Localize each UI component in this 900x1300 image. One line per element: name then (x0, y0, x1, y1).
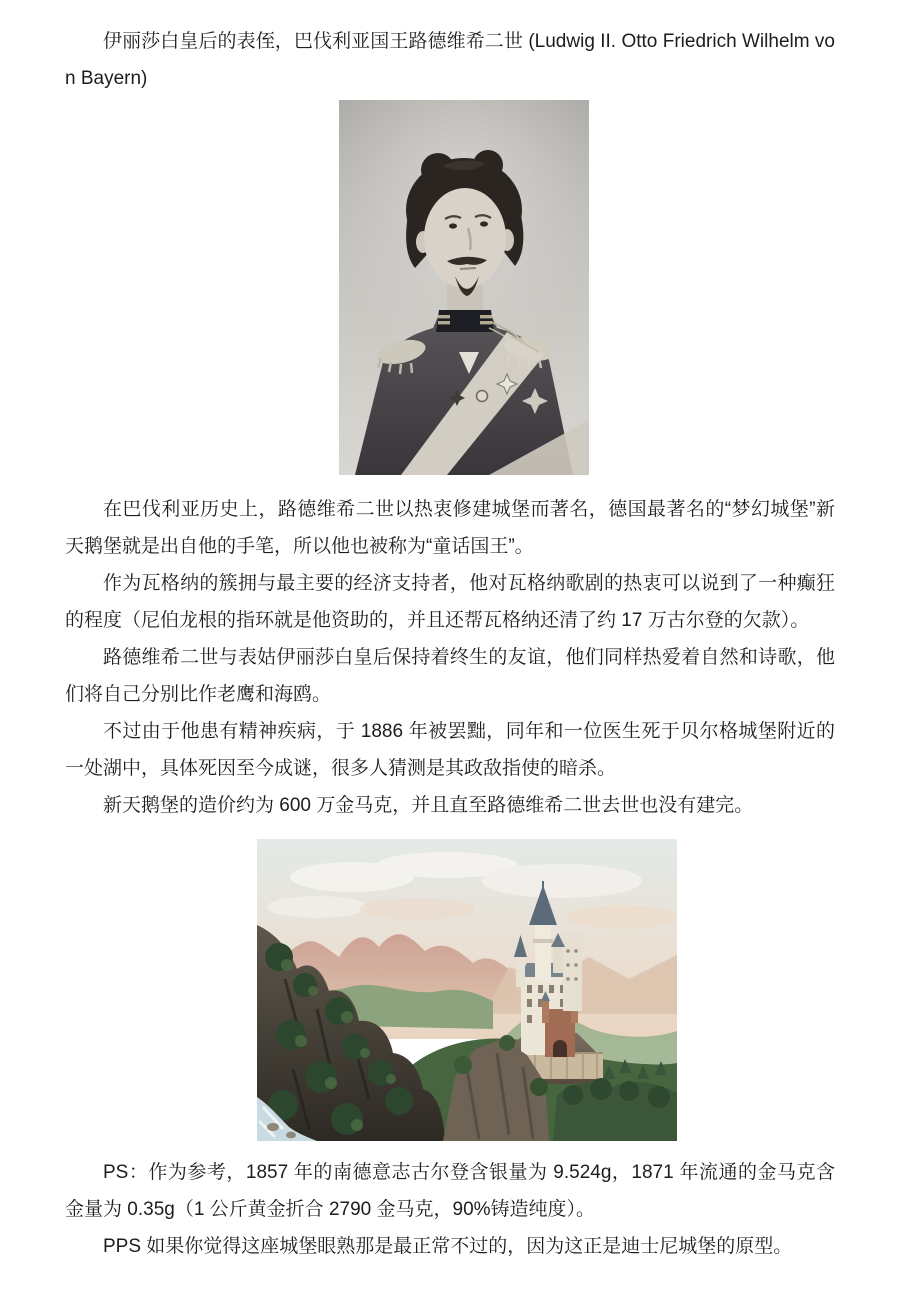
paragraph-wagner: 作为瓦格纳的簇拥与最主要的经济支持者，他对瓦格纳歌剧的热衷可以说到了一种癫狂的程度（尼伯龙根的指环就是他资助的，并且还帮瓦格纳还清了约 17 万古尔登的欠款）。 (65, 573, 835, 631)
paragraph-castles-fame: 在巴伐利亚历史上，路德维希二世以热衷修建城堡而著名，德国最著名的“梦幻城堡”新天鹅堡就是出自他的手笔，所以他也被称为“童话国王”。 (65, 499, 835, 557)
paragraph-intro: 伊丽莎白皇后的表侄，巴伐利亚国王路德维希二世 (Ludwig II. Otto Friedrich Wilhelm von Bayern) (65, 31, 835, 89)
ludwig-ii-portrait-photo (339, 100, 589, 475)
paragraph-death: 不过由于他患有精神疾病，于 1886 年被罢黜，同年和一位医生死于贝尔格城堡附近的一处湖中，具体死因至今成谜，很多人猜测是其政敌指使的暗杀。 (65, 721, 835, 779)
neuschwanstein-castle-photo (257, 839, 677, 1141)
castle-right-forest (553, 1078, 677, 1141)
paragraph-friendship: 路德维希二世与表姑伊丽莎白皇后保持着终生的友谊，他们同样热爱着自然和诗歌，他们将自己分别比作老鹰和海鸥。 (65, 647, 835, 705)
paragraph-cost: 新天鹅堡的造价约为 600 万金马克，并且直至路德维希二世去世也没有建完。 (103, 795, 754, 816)
paragraph-ps: PS：作为参考，1857 年的南德意志古尔登含银量为 9.524g，1871 年流通的金马克含金量为 0.35g（1 公斤黄金折合 2790 金马克，90%铸造纯度）。 (65, 1162, 835, 1220)
figure-castle (65, 839, 835, 1141)
figure-portrait (65, 100, 835, 475)
paragraph-pps: PPS 如果你觉得这座城堡眼熟那是最正常不过的，因为这正是迪士尼城堡的原型。 (103, 1236, 793, 1257)
